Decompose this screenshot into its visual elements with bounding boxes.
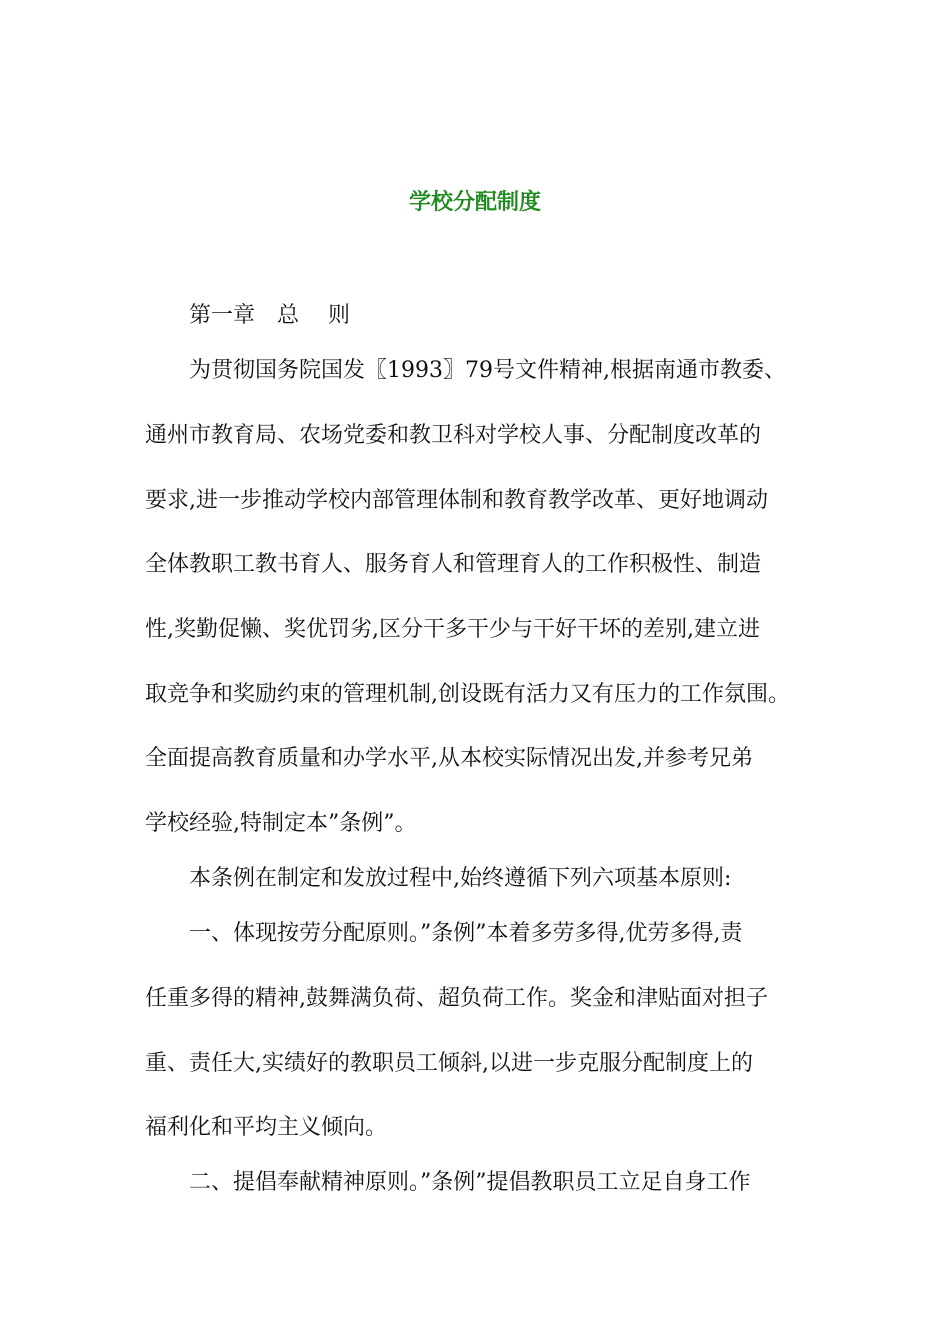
paragraph-line: 性,奖勤促懒、奖优罚劣,区分干多干少与干好干坏的差别,建立进 [145, 617, 760, 642]
paragraph-line: 通州市教育局、农场党委和教卫科对学校人事、分配制度改革的 [145, 423, 762, 448]
paragraph-line: 学校经验,特制定本”条例”。 [145, 811, 417, 836]
paragraph-line: 为贯彻国务院国发〖1993〗79号文件精神,根据南通市教委、 [145, 358, 786, 383]
paragraph-line: 任重多得的精神,鼓舞满负荷、超负荷工作。奖金和津贴面对担子 [145, 986, 768, 1011]
chapter-heading: 第一章 总 则 [145, 303, 350, 328]
paragraph-line: 重、责任大,实绩好的教职员工倾斜,以进一步克服分配制度上的 [145, 1051, 753, 1076]
paragraph-line: 要求,进一步推动学校内部管理体制和教育教学改革、更好地调动 [145, 488, 768, 513]
paragraph-line: 全体教职工教书育人、服务育人和管理育人的工作积极性、制造 [145, 552, 762, 577]
paragraph-line: 二、提倡奉献精神原则。”条例”提倡教职员工立足自身工作 [145, 1170, 751, 1195]
paragraph-line: 取竞争和奖励约束的管理机制,创设既有活力又有压力的工作氛围。 [145, 682, 790, 707]
paragraph-line: 一、体现按劳分配原则。”条例”本着多劳多得,优劳多得,责 [145, 921, 743, 946]
paragraph-line: 全面提高教育质量和办学水平,从本校实际情况出发,并参考兄弟 [145, 746, 753, 771]
paragraph-line: 本条例在制定和发放过程中,始终遵循下列六项基本原则: [145, 866, 732, 891]
paragraph-line: 福利化和平均主义倾向。 [145, 1115, 388, 1140]
document-title: 学校分配制度 [408, 190, 541, 215]
